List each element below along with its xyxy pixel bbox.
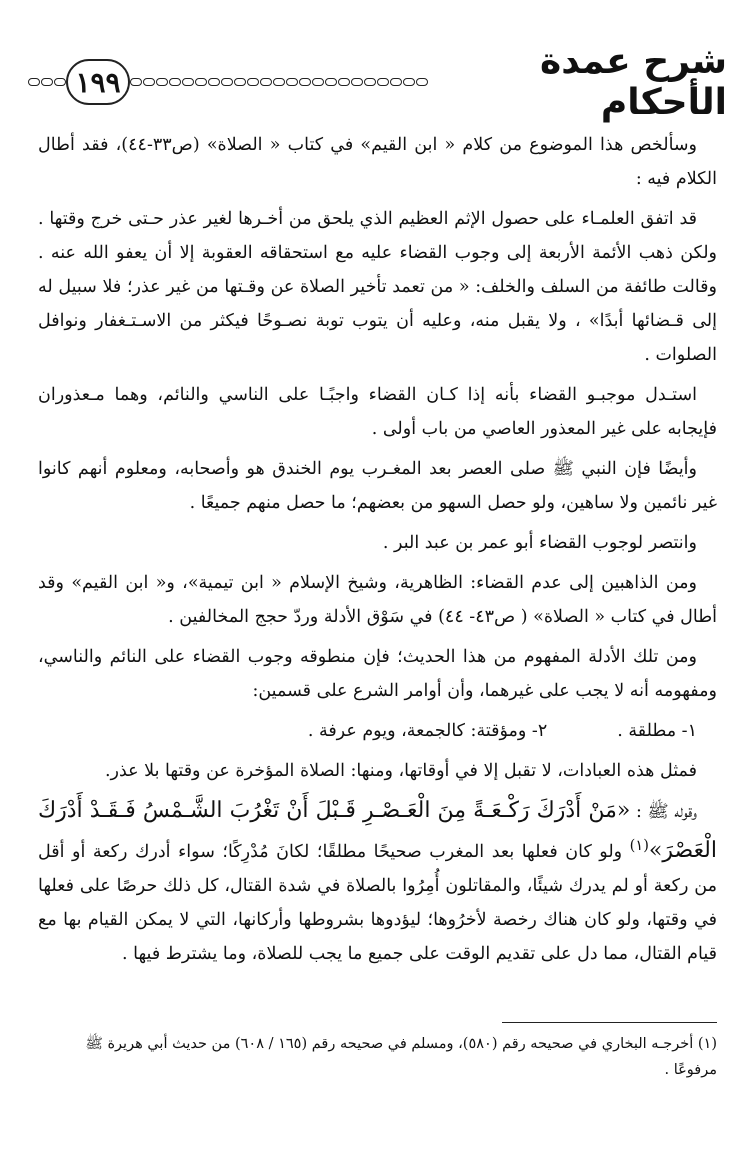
footnotes [38,1022,717,1083]
numbered-list [38,714,717,748]
hadith-quote: «مَنْ أَدْرَكَ رَكْـعَـةً مِنَ الْعَـصْـرِ قَـبْلَ أَنْ تَغْرُبَ الشَّـمْسُ فَـقَـدْ أَدْرَكَ الْعَصْرَ» [38,798,717,863]
paragraph: ومن الذاهبين إلى عدم القضاء: الظاهرية، وشيخ الإسلام « ابن تيمية»، و« ابن القيم» وقد أطال في كتاب « الصلاة» ( ص٤٣- ٤٤) في سَوْق الأدلة وردّ حجج المخالفين . [38,573,717,627]
hadith-commentary: ولو كان فعلها بعد المغرب صحيحًا مطلقًا؛ لكانَ مُدْرِكًا؛ سواء أدرك ركعة أو أقل من ركعة أو لم يدرك شيئًا، والمقاتلون أُمِرُوا بالصلاة في شدة القتال، كل ذلك حرصًا على فعلها في وقتها، ولو كان هناك رخصة لأخرُوها؛ ليؤدوها بشروطها وأركانها، التي لا يمكن القيام بها مع قيام القتال، مما دل على تقديم الوقت على جميع ما يجب للصلاة، وما يشترط فيها . [38,841,717,964]
main-text [38,128,717,977]
paragraph: وأيضًا فإن النبي ﷺ صلى العصر بعد المغـرب يوم الخندق هو وأصحابه، ومعلوم أنهم كانوا غير نائمين ولا ساهين، ولو حصل السهو من بعضهم؛ ما حصل منهم جميعًا . [38,459,717,513]
list-item: ١- مطلقة . [617,721,697,741]
hadith-paragraph [38,794,717,971]
decorative-chain-middle [130,78,428,86]
list-item: ٢- ومؤقتة: كالجمعة، ويوم عرفة . [307,721,548,741]
paragraph: وسألخص هذا الموضوع من كلام « ابن القيم» في كتاب « الصلاة» (ص٣٣-٤٤)، فقد أطال الكلام فيه : [38,135,717,189]
paragraph: قد اتفق العلمـاء على حصول الإثم العظيم الذي يلحق من أخـرها لغير عذر حـتى خرج وقتها . ولكن ذهب الأئمة الأربعة إلى وجوب القضاء عليه مع استحقاقه العقوبة إلا أن يعفو الله عنه . وقالت طائفة من السلف والخلف: « من تعمد تأخير الصلاة عن وقـتها من غير عذر؛ فلا سبيل له إلى قـضائها أبدًا» ، ولا يقبل منه، وعليه أن يتوب توبة نصـوحًا فيكثر من الاسـتـغفار ونوافل الصلوات . [38,209,717,365]
page-header [28,41,727,123]
footnote: (١) أخرجـه البخاري في صحيحه رقم (٥٨٠)، ومسلم في صحيحه رقم (١٦٥ / ٦٠٨) من حديث أبي هريرة ﷺ مرفوعًا . [85,1036,717,1078]
paragraph: استـدل موجبـو القضاء بأنه إذا كـان القضاء واجبًـا على الناسي والنائم، وهما مـعذوران فإيجابه على غير المعذور العاصي من باب أولى . [38,385,717,439]
book-title: شرح عمدة الأحكام [539,41,727,123]
footnote-marker: (١) [629,837,649,854]
hadith-intro: وقوله ﷺ : [636,802,697,822]
decorative-chain-left [28,78,66,86]
paragraph: فمثل هذه العبادات، لا تقبل إلا في أوقاتها، ومنها: الصلاة المؤخرة عن وقتها بلا عذر. [104,761,697,781]
page-number: ١٩٩ [66,59,130,105]
footnote-divider [502,1022,717,1023]
paragraph: وانتصر لوجوب القضاء أبو عمر بن عبد البر . [382,533,697,553]
paragraph: ومن تلك الأدلة المفهوم من هذا الحديث؛ فإن منطوقه وجوب القضاء على النائم والناسي، ومفهومه أنه لا يجب على غيرهما، وأن أوامر الشرع على قسمين: [38,647,717,701]
